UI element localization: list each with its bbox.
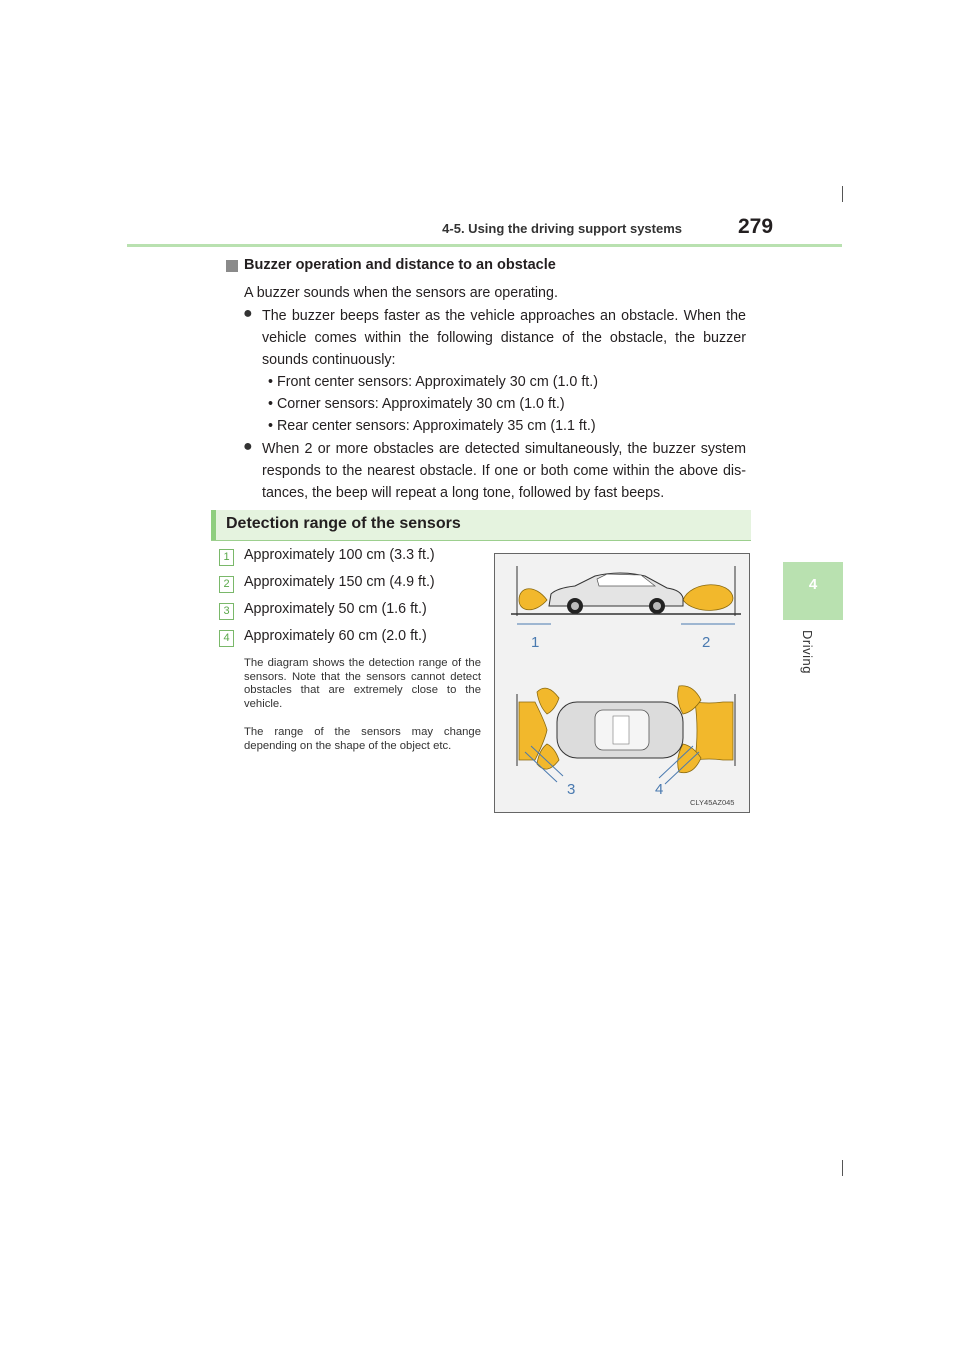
range-item-text: Approximately 150 cm (4.9 ft.) <box>244 574 435 590</box>
crop-mark-bottom <box>842 1160 843 1176</box>
page-number: 279 <box>738 215 774 238</box>
crop-mark-top <box>842 186 843 202</box>
front-corner-zone <box>537 688 559 714</box>
buzzer-bullet-2: When 2 or more obstacles are detected simultaneously, the buzzer system responds to the nearest obstacle. If one or both come within the above dis- tances, the beep will repeat a long tone, followed by fast beeps. <box>262 441 746 501</box>
sub-item: • Front center sensors: Approximately 30 cm (1.0 ft.) <box>268 374 598 390</box>
sensor-range-diagram <box>494 553 750 813</box>
section-rule <box>211 540 751 541</box>
range-item-text: Approximately 60 cm (2.0 ft.) <box>244 628 427 644</box>
sub-item: • Rear center sensors: Approximately 35 cm (1.1 ft.) <box>268 418 596 434</box>
buzzer-heading: Buzzer operation and distance to an obstacle <box>244 257 556 273</box>
diagram-label-1: 1 <box>531 634 540 651</box>
item-number-badge: 3 <box>219 603 234 620</box>
sensor-diagram-svg <box>495 554 749 812</box>
sub-item: • Corner sensors: Approximately 30 cm (1.0 ft.) <box>268 396 565 412</box>
bullet-icon: ● <box>243 305 253 322</box>
rear-center-zone <box>695 702 733 760</box>
section-title: Detection range of the sensors <box>226 515 461 532</box>
wheel-hub-icon <box>571 602 579 610</box>
buzzer-intro: A buzzer sounds when the sensors are operating. <box>244 285 558 301</box>
item-number-badge: 1 <box>219 549 234 566</box>
item-number-badge: 4 <box>219 630 234 647</box>
sub-item-text: Rear center sensors: Approximately 35 cm (1.1 ft.) <box>276 418 596 434</box>
chapter-label: Driving <box>800 630 815 674</box>
header-section-title: 4-5. Using the driving support systems <box>442 221 682 236</box>
rear-detection-zone <box>683 585 733 611</box>
range-item-text: Approximately 100 cm (3.3 ft.) <box>244 547 435 563</box>
front-detection-zone <box>519 589 547 610</box>
bullet-icon: ● <box>243 438 253 455</box>
heading-square-icon <box>226 260 238 272</box>
diagram-note-1: The diagram shows the detection range of the sensors. Note that the sensors cannot detect obstacles that are extremely close to the vehicle. <box>244 657 481 710</box>
diagram-label-2: 2 <box>702 634 711 651</box>
diagram-label-3: 3 <box>567 781 576 798</box>
wheel-hub-icon <box>653 602 661 610</box>
header-rule <box>127 244 842 247</box>
sunroof-icon <box>613 716 629 744</box>
buzzer-bullet-1: The buzzer beeps faster as the vehicle approaches an obstacle. When the vehicle comes within the following distance of the obstacle, the buzzer sounds continuously: <box>262 308 746 368</box>
diagram-label-4: 4 <box>655 781 664 798</box>
diagram-code: CLY45AZ045 <box>690 798 735 807</box>
sub-item-text: Corner sensors: Approximately 30 cm (1.0 ft.) <box>276 396 565 412</box>
range-item-text: Approximately 50 cm (1.6 ft.) <box>244 601 427 617</box>
diagram-note-2: The range of the sensors may change depending on the shape of the object etc. <box>244 726 481 752</box>
car-window-icon <box>597 574 655 586</box>
sub-item-text: Front center sensors: Approximately 30 cm (1.0 ft.) <box>276 374 598 390</box>
chapter-number: 4 <box>808 576 818 593</box>
item-number-badge: 2 <box>219 576 234 593</box>
